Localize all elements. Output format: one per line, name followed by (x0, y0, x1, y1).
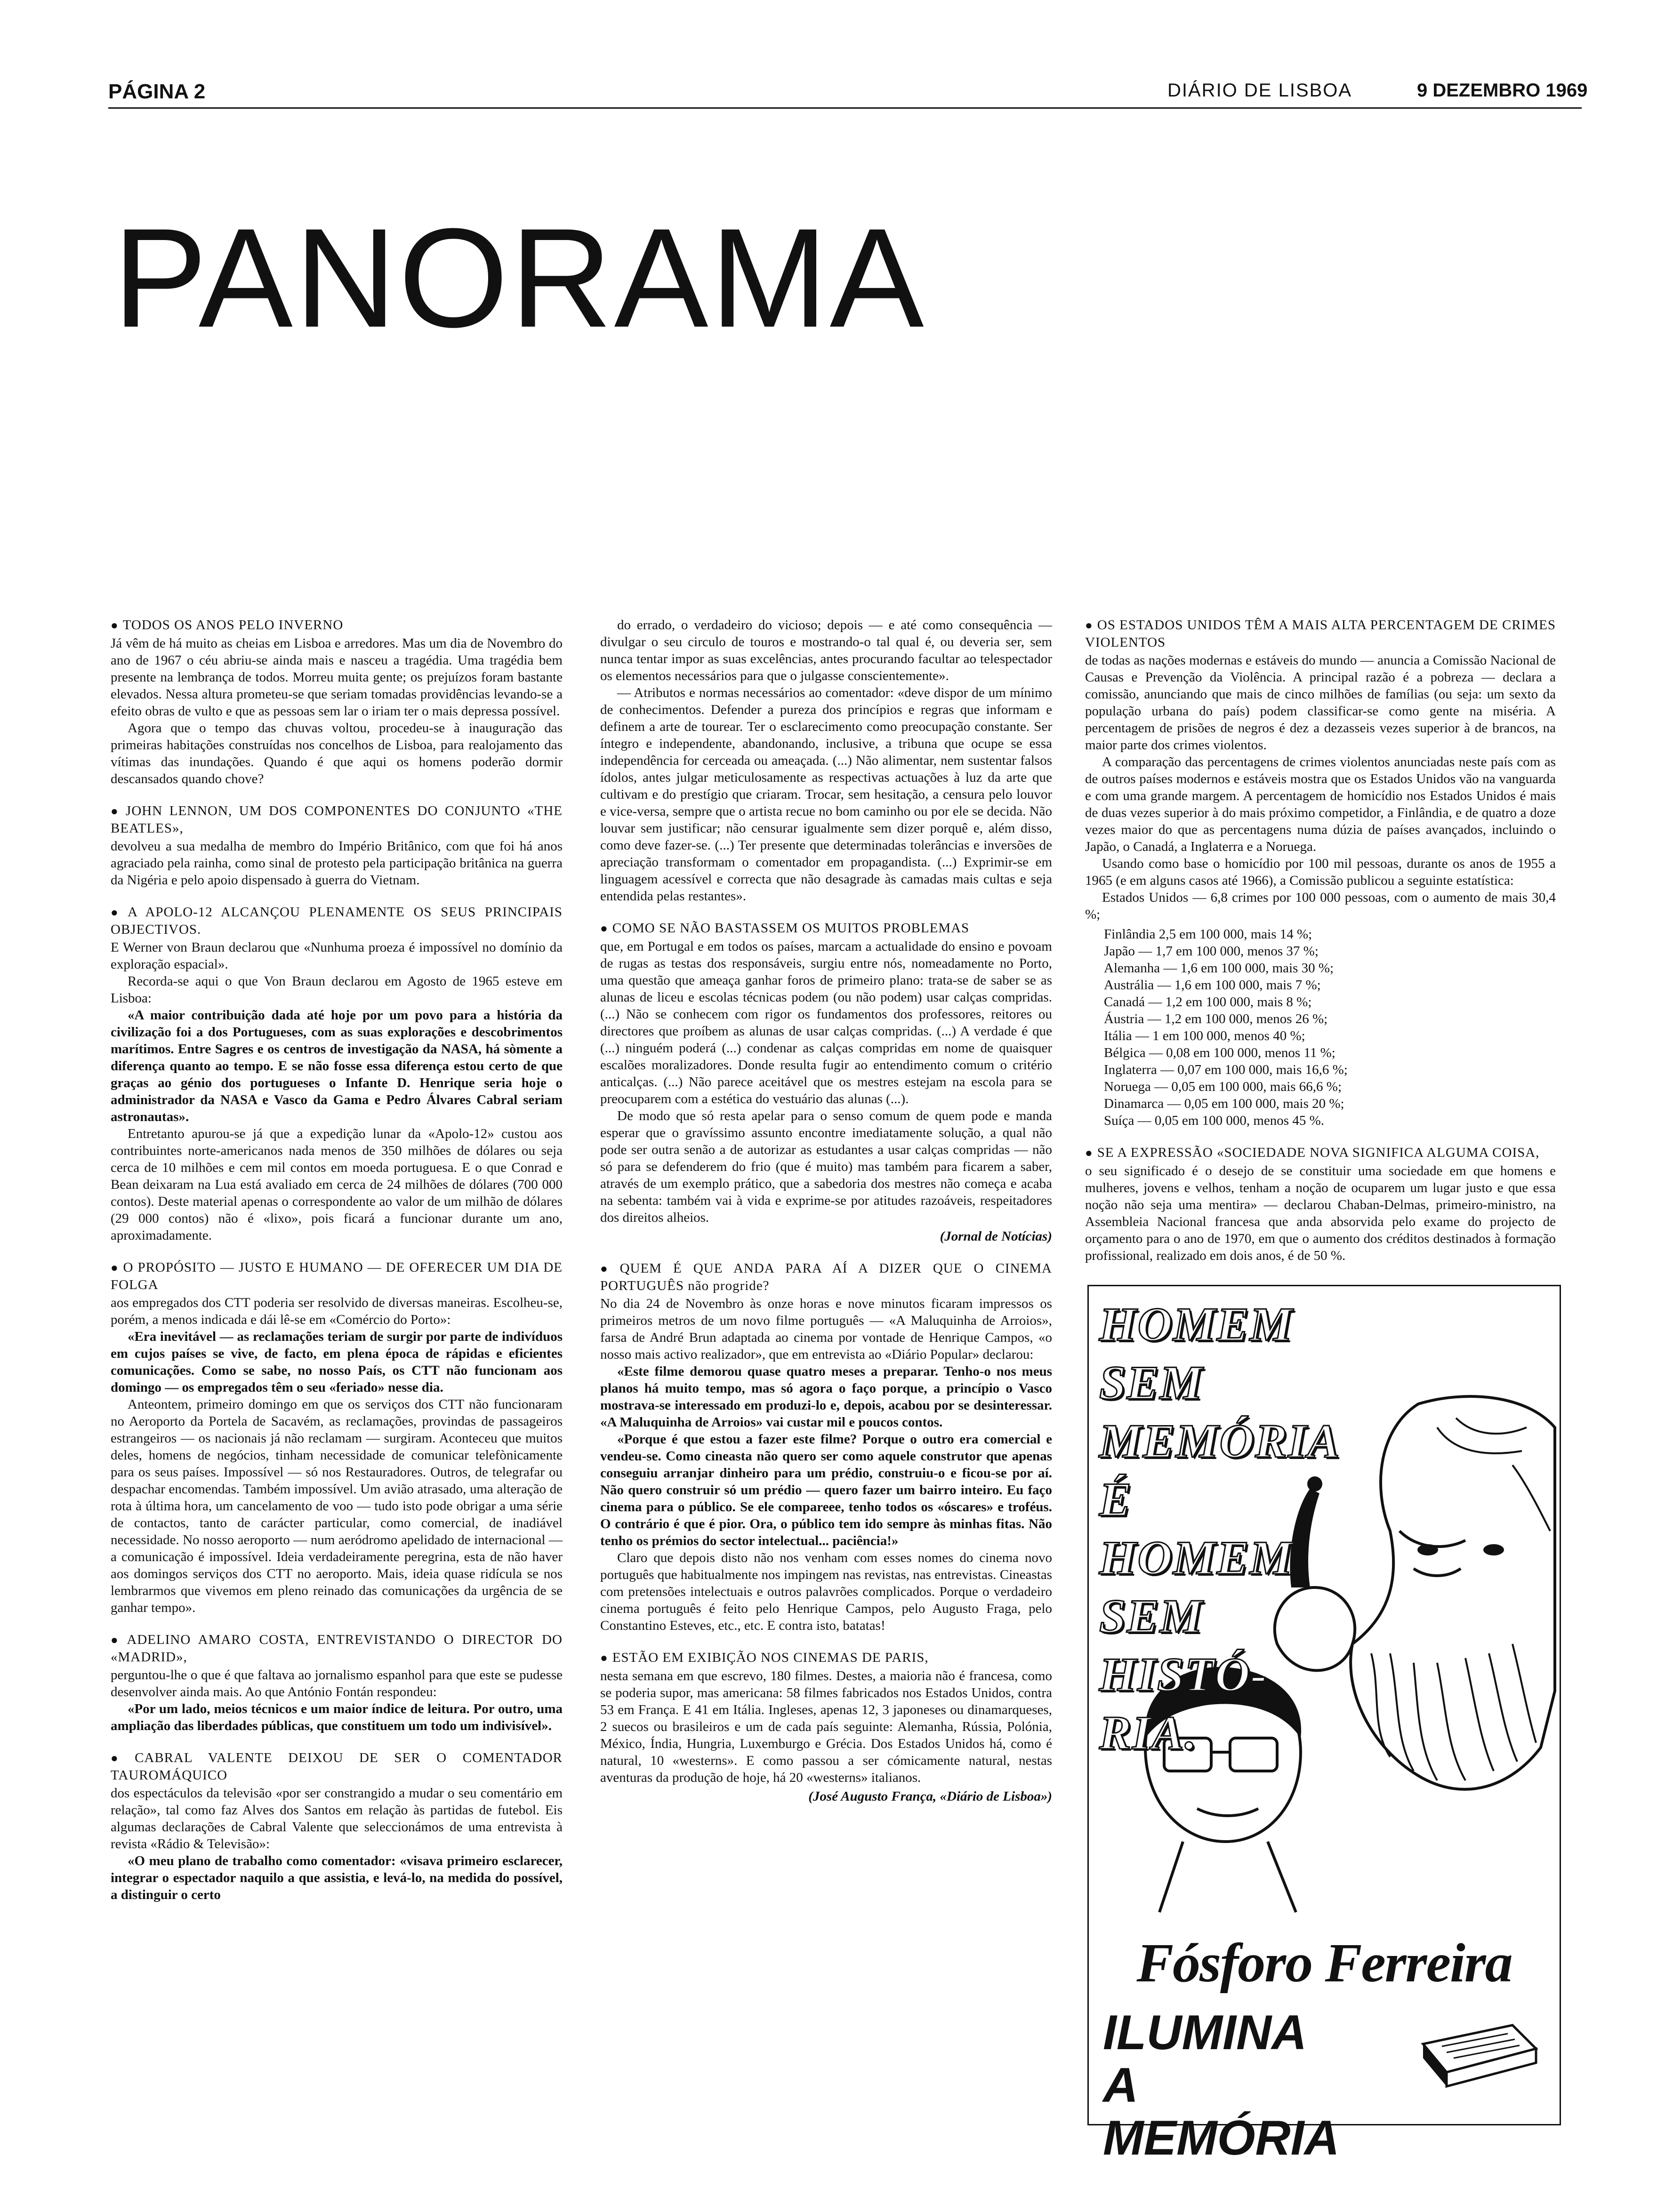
column-3 (1085, 617, 1556, 1279)
article-paragraph: De modo que só resta apelar para o senso comum de quem pode e manda esperar que o gravíssimo assunto encontre imediatamente solução, a qual não pode ser outra senão a de autorizar as estudantes a usar calças compridas — não só para se defenderem do frio (que é muito) mas também para ficarem a saber, através de um exemplo prático, que a sabedoria dos mestres não começa e acaba na sebenta: também vai à vida e exprime-se por atitudes razoáveis, respeitadores dos direitos alheios. (600, 1108, 1052, 1225)
statistics-row: Alemanha — 1,6 em 100 000, mais 30 %; (1104, 961, 1334, 976)
article-paragraph: E Werner von Braun declarou que «Nunhuma proeza é impossível no domínio da exploração espacial». (111, 940, 563, 972)
statistics-list (1104, 926, 1556, 1129)
page-number: PÁGINA 2 (108, 80, 206, 103)
statistics-row: Bélgica — 0,08 em 100 000, menos 11 %; (1104, 1045, 1335, 1060)
article-headline (1085, 617, 1556, 651)
matchbox-icon (1414, 2020, 1541, 2091)
article-paragraph: perguntou-lhe o que é que faltava ao jornalismo espanhol para que este se pudesse desenvolver ainda mais. Ao que António Fontán respondeu: (111, 1667, 563, 1699)
article-paragraph: Claro que depois disto não nos venham com esses nomes do cinema novo português que habitualmente nos impingem nas revistas, nas entrevistas. Cineastas com pretensões intelectuais e outros palavrões complicados. Porque o verdadeiro cinema português é feito pelo Henrique Campos, pelo Augusto Fraga, pelo Constantino Esteves, etc., etc. E contra isto, batatas! (600, 1550, 1052, 1633)
column-1 (111, 617, 563, 1918)
headline-text: SE A EXPRESSÃO «SOCIEDADE NOVA SIGNIFICA ALGUMA COISA, (1097, 1145, 1540, 1160)
article (600, 1260, 1052, 1634)
article-paragraph: Agora que o tempo das chuvas voltou, procedeu-se à inauguração das primeiras habitações construídas nos concelhos de Lisboa, para realojamento das vítimas das inundações. Quando é que aqui os homens poderão dormir descansados quando chove? (111, 721, 563, 786)
ad-headline-line: MEMÓRIA É (1099, 1415, 1338, 1526)
statistics-row: Itália — 1 em 100 000, menos 40 %; (1104, 1028, 1305, 1043)
article-paragraph: «A maior contribuição dada até hoje por um povo para a história da civilização foi a dos Portugueses, com as suas explorações e descobrimentos marítimos. Entre Sagres e os centros de investigação da NASA, há sòmente a diferença quanto ao tempo. E se não fosse essa diferença estou certo de que graças ao génio dos portugueses o Infante D. Henrique seria hoje o administrador da NASA e Vasco da Gama e Pedro Álvares Cabral seriam astronautas». (111, 1008, 563, 1124)
article-headline (1085, 1144, 1556, 1162)
article-paragraph: «O meu plano de trabalho como comentador: «visava primeiro esclarecer, integrar o espectador naquilo a que assistia, e levá-lo, na medida do possível, a distinguir o certo (111, 1853, 563, 1902)
article-headline (600, 1649, 1052, 1667)
statistics-row: Canadá — 1,2 em 100 000, mais 8 %; (1104, 994, 1312, 1010)
article-paragraph: de todas as nações modernas e estáveis do mundo — anuncia a Comissão Nacional de Causas e Prevenção da Violência. A principal razão é a pobreza — declara a comissão, anunciando que mais de cinco milhões de famílias (ou seja: um sexto da população urbana do país) podem classificar-se como gente na miséria. A percentagem de prisões de negros é dez a dezasseis vezes superior à de brancos, na maior parte dos crimes violentos. (1085, 653, 1556, 753)
section-masthead: PANORAMA (113, 199, 926, 357)
article-headline (600, 1260, 1052, 1294)
bullet-icon: ● (111, 1261, 119, 1274)
article (111, 1749, 563, 1903)
bullet-icon: ● (111, 804, 121, 818)
ad-headline (1099, 1296, 1382, 1763)
bullet-icon: ● (111, 1751, 130, 1765)
statistics-row: Suíça — 0,05 em 100 000, menos 45 %. (1104, 1113, 1324, 1128)
article (600, 617, 1052, 905)
article-paragraph: que, em Portugal e em todos os países, marcam a actualidade do ensino e povoam de rugas as testas dos responsáveis, surgiu entre nós, nomeadamente no Porto, uma questão que ameaça ganhar foros de primeiro plano: trata-se de saber se as alunas de liceu e escolas técnicas podem (ou não podem) usar calças compridas. (...) Não se conhecem com rigor os fundamentos dos professores, reitores ou directores que proíbem as alunas de usar calças compridas. (...) A verdade é que (...) ninguém poderá (...) condenar as calças compridas em nome de quaisquer escalões moralizadores. Donde resulta fugir ao entendimento comum o critério anticalças. (...) Não parece aceitável que os mestres estejam na escola para se preocuparem com a estética do vestuário das alunas (...). (600, 939, 1052, 1106)
article-paragraph: o seu significado é o desejo de se constituir uma sociedade em que homens e mulheres, jovens e velhos, tenham a noção de ocuparem um lugar justo e que essa noção não seja uma mentira» — declarou Chaban-Delmas, primeiro-ministro, na Assembleia Nacional francesa que anda absorvida pelo exame do projecto de orçamento para o ano de 1970, em que o aumento dos créditos destinados à formação profissional, realizado em dois anos, é de 50 %. (1085, 1163, 1556, 1263)
article-headline (600, 920, 1052, 937)
article (1085, 1144, 1556, 1264)
headline-text: A APOLO-12 ALCANÇOU PLENAMENTE OS SEUS PRINCIPAIS OBJECTIVOS. (111, 905, 563, 937)
article-headline (111, 904, 563, 938)
bullet-icon: ● (600, 1651, 608, 1665)
article-paragraph: «Porque é que estou a fazer este filme? Porque o outro era comercial e vendeu-se. Como cineasta não quero ser como aquele construtor que apenas conseguiu arranjar dinheiro para um prédio, construiu-o e ficou-se por aí. Não quero construir só um prédio — quero fazer um bairro inteiro. Eu faço cinema para o público. Se ele compareee, tenho todos os «óscares» e troféus. O contrário é que é pior. Ora, o público tem ido sempre às minhas fitas. Não tenho os prémios do sector intelectual... paciência!» (600, 1432, 1052, 1548)
headline-text: COMO SE NÃO BASTASSEM OS MUITOS PROBLEMAS (612, 921, 970, 936)
article-paragraph: Anteontem, primeiro domingo em que os serviços dos CTT não funcionaram no Aeroporto da Portela de Sacavém, as reclamações, provindas de passageiros estrangeiros — os nacionais já não reclamam — surgiram. Aconteceu que muitos deles, homens de negócios, tinham necessidade de comunicar telefònicamente para os seus países. Impossível — só nos Restauradores. Outros, de telegrafar ou despachar encomendas. Também impossível. Um avião atrasado, uma alteração de rota à última hora, um cancelamento de voo — tudo isto pode obrigar a uma série de contactos, tanto de carácter particular, como comercial, de inadiável necessidade. No nosso aeroporto — num aeródromo apelidado de internacional — a comunicação é impossível. Ideia verdadeiramente peregrina, esta de não haver aos domingos serviços dos CTT no aeroporto. Mais, ideia quase ridícula se nos lembrarmos que vivemos em pleno reinado das comunicações da urgência de se ganhar tempo». (111, 1397, 563, 1615)
article-paragraph: devolveu a sua medalha de membro do Império Britânico, com que foi há anos agraciado pela rainha, como sinal de protesto pela participação britânica na guerra da Nigéria e pelo apoio dispensado à guerra do Vietnam. (111, 839, 563, 888)
article-paragraph: dos espectáculos da televisão «por ser constrangido a mudar o seu comentário em relação», tal como faz Alves dos Santos em relação às partidas de futebol. Eis algumas declarações de Cabral Valente que seleccionámos de uma entrevista à revista «Rádio & Televisão»: (111, 1786, 563, 1851)
article-paragraph: aos empregados dos CTT poderia ser resolvido de diversas maneiras. Escolheu-se, porém, a menos indicada e dái lê-se em «Comércio do Porto»: (111, 1295, 563, 1327)
article-paragraph: Entretanto apurou-se já que a expedição lunar da «Apolo-12» custou aos contribuintes norte-americanos nada menos de 350 milhões de dólares ou seja cerca de 10 milhões e cem mil contos em moeda portuguesa. E o que Conrad e Bean deixaram na Lua está avaliado em cerca de 24 milhões de dólares (700 000 contos). Deste material apenas o correspondente ao valor de um milhão de dólares (29 000 contos) não é «lixo», pois ficará a funcionar durante um ano, aproximadamente. (111, 1126, 563, 1243)
article-paragraph: Recorda-se aqui o que Von Braun declarou em Agosto de 1965 esteve em Lisboa: (111, 974, 563, 1006)
article-source: (Jornal de Notícias) (940, 1229, 1052, 1244)
article (111, 904, 563, 1244)
article (600, 1649, 1052, 1805)
ad-headline-line: SEM (1099, 1590, 1204, 1643)
headline-text: JOHN LENNON, UM DOS COMPONENTES DO CONJUNTO «THE BEATLES», (111, 803, 563, 836)
bullet-icon: ● (600, 1262, 615, 1275)
article-paragraph: «Era inevitável — as reclamações teriam de surgir por parte de indivíduos em cujos países se vive, de facto, em plena época de rápidas e eficientes comunicações. Como se sabe, no nosso País, os CTT não funcionam aos domingo — os empregados têm o seu «feriado» nesse dia. (111, 1329, 563, 1395)
ad-tagline (1103, 2006, 1367, 2164)
article-paragraph: Usando como base o homicídio por 100 mil pessoas, durante os anos de 1955 a 1965 (e em alguns casos até 1966), a Comissão publicou a seguinte estatística: (1085, 856, 1556, 888)
article-headline (111, 802, 563, 837)
article-headline (111, 1631, 563, 1666)
headline-text: ESTÃO EM EXIBIÇÃO NOS CINEMAS DE PARIS, (612, 1650, 929, 1665)
article-paragraph: «Este filme demorou quase quatro meses a preparar. Tenho-o nos meus planos há muito tempo, mas só agora o faço porque, a princípio o Vasco mostrava-se interessado em produzi-lo e, depois, acabou por se desinteressar. «A Maluquinha de Arroios» vai custar mil e poucos contos. (600, 1364, 1052, 1430)
article (1085, 617, 1556, 1129)
statistics-row: Dinamarca — 0,05 em 100 000, mais 20 %; (1104, 1096, 1344, 1111)
bullet-icon: ● (1085, 1146, 1093, 1160)
article-paragraph: A comparação das percentagens de crimes violentos anunciadas neste país com as de outros países modernos e estáveis mostra que os Estados Unidos vão na vanguarda e com uma grande margem. A percentagem de homicídio nos Estados Unidos é mais de duas vezes superior à do mais próximo competidor, a Finlândia, e de quatro a doze vezes maior do que as percentagens numa dúzia de países avançados, incluindo o Japão, o Canadá, a Inglaterra e a Noruega. (1085, 754, 1556, 854)
bullet-icon: ● (1085, 618, 1093, 632)
article-headline (111, 1259, 563, 1293)
ad-headline-line: RIA. (1099, 1707, 1198, 1760)
bullet-icon: ● (111, 618, 118, 632)
advertisement (1087, 1285, 1561, 2165)
article-paragraph: Estados Unidos — 6,8 crimes por 100 000 pessoas, com o aumento de mais 30,4 %; (1085, 890, 1556, 922)
headline-text: ADELINO AMARO COSTA, ENTREVISTANDO O DIRECTOR DO «MADRID», (111, 1632, 563, 1665)
ad-headline-line: HOMEM (1099, 1531, 1294, 1585)
article (111, 1631, 563, 1734)
article-headline (111, 617, 563, 634)
header-rule (108, 107, 1582, 109)
article-source: (José Augusto França, «Diário de Lisboa») (808, 1789, 1052, 1804)
statistics-row: Austrália — 1,6 em 100 000, mais 7 %; (1104, 978, 1321, 993)
statistics-row: Áustria — 1,2 em 100 000, menos 26 %; (1104, 1011, 1328, 1026)
headline-text: QUEM É QUE ANDA PARA AÍ A DIZER QUE O CINEMA PORTUGUÊS não progride? (600, 1261, 1052, 1293)
headline-text: O PROPÓSITO — JUSTO E HUMANO — DE OFERECER UM DIA DE FOLGA (111, 1260, 563, 1292)
ad-tagline-line: A MEMÓRIA (1103, 2058, 1340, 2165)
article-headline (111, 1749, 563, 1784)
issue-date: 9 DEZEMBRO 1969 (1417, 80, 1588, 101)
ad-tagline-line: ILUMINA (1103, 2005, 1307, 2060)
column-2 (600, 617, 1052, 1820)
ad-headline-line: HOMEM SEM (1099, 1298, 1294, 1410)
newspaper-name: DIÁRIO DE LISBOA (1167, 80, 1352, 101)
bullet-icon: ● (111, 1633, 122, 1647)
statistics-row: Inglaterra — 0,07 em 100 000, mais 16,6 %; (1104, 1062, 1348, 1077)
article-paragraph: do errado, o verdadeiro do vicioso; depois — e até como consequência — divulgar o seu circulo de touros e mostrando-o tal qual é, ou deveria ser, sem nunca tentar impor as suas excelências, antes procurando facultar ao telespectador os elementos necessários para que o julgasse conscientemente». (600, 617, 1052, 683)
article (111, 802, 563, 889)
statistics-row: Finlândia 2,5 em 100 000, mais 14 %; (1104, 927, 1312, 942)
bullet-icon: ● (600, 922, 608, 935)
headline-text: OS ESTADOS UNIDOS TÊM A MAIS ALTA PERCENTAGEM DE CRIMES VIOLENTOS (1085, 617, 1556, 650)
article-paragraph: nesta semana em que escrevo, 180 filmes. Destes, a maioria não é francesa, como se poderia supor, mas americana: 58 filmes fabricados nos Estados Unidos, contra 53 em França. E 41 em Itália. Ingleses, apenas 12, 3 japoneses ou dinamarqueses, 2 suecos ou brasileiros e um de cada país seguinte: Alemanha, Rússia, Polónia, México, Índia, Hungria, Luxemburgo e Grécia. Dos Estados Unidos há, como é natural, 10 «westerns». E como passou a ser cómicamente natural, nestas aventuras da produção de hoje, há 20 «westerns» italianos. (600, 1668, 1052, 1785)
article (111, 617, 563, 787)
article (600, 920, 1052, 1245)
article (111, 1259, 563, 1616)
headline-text: TODOS OS ANOS PELO INVERNO (122, 617, 344, 633)
ad-headline-line: HISTÓ- (1099, 1648, 1268, 1701)
bullet-icon: ● (111, 906, 123, 919)
article-paragraph: Já vêm de há muito as cheias em Lisboa e arredores. Mas um dia de Novembro do ano de 1967 o céu abriu-se ainda mais e nasceu a tragédia. Uma tragédia bem presente na lembrança de todos. Morreu muita gente; os prejuízos foram bastante elevados. Nessa altura prometeu-se que seriam tomadas providências levando-se a efeito obras de vulto e que as pessoas sem lar o iriam ter o mais depressa possível. (111, 636, 563, 719)
headline-text: CABRAL VALENTE DEIXOU DE SER O COMENTADOR TAUROMÁQUICO (111, 1750, 563, 1783)
statistics-row: Japão — 1,7 em 100 000, menos 37 %; (1104, 944, 1319, 959)
statistics-row: Noruega — 0,05 em 100 000, mais 66,6 %; (1104, 1079, 1342, 1094)
article-paragraph: No dia 24 de Novembro às onze horas e nove minutos ficaram impressos os primeiros metros de um novo filme português — «A Maluquinha de Arroios», farsa de André Brun adaptada ao cinema por vontade de Henrique Campos, «o nosso mais activo realizador», que em entrevista ao «Diário Popular» declarou: (600, 1296, 1052, 1362)
article-paragraph: — Atributos e normas necessários ao comentador: «deve dispor de um mínimo de conhecimentos. Defender a pureza dos princípios e regras que informam e definem a arte de tourear. Ter o esclarecimento como preocupação constante. Ser íntegro e independente, abandonando, inclusive, a tribuna que ocupe se essa independência for cerceada ou ameaçada. (...) Não alimentar, nem sustentar falsos ídolos, antes julgar meticulosamente as respectivas actuações à luz da arte que cultivam e do prestígio que criaram. Trocar, sem hesitação, a censura pelo louvor e vice-versa, sempre que o artista recue no bom caminho ou por ele se decida. Não louvar sem justificar; não censurar igualmente sem dizer porquê e, além disso, como deve fazer-se. (...) Ter presente que determinadas tolerâncias e inversões de apreciação transformam o comentador em propagandista. (...) Exprimir-se em linguagem acessível e correcta que não desagrade às camadas mais cultas e seja entendida pelas restantes». (600, 685, 1052, 904)
ad-brand: Fósforo Ferreira (1136, 1932, 1512, 1994)
article-paragraph: «Por um lado, meios técnicos e um maior índice de leitura. Por outro, uma ampliação das liberdades públicas, que constituem um todo um indivisível». (111, 1701, 563, 1733)
